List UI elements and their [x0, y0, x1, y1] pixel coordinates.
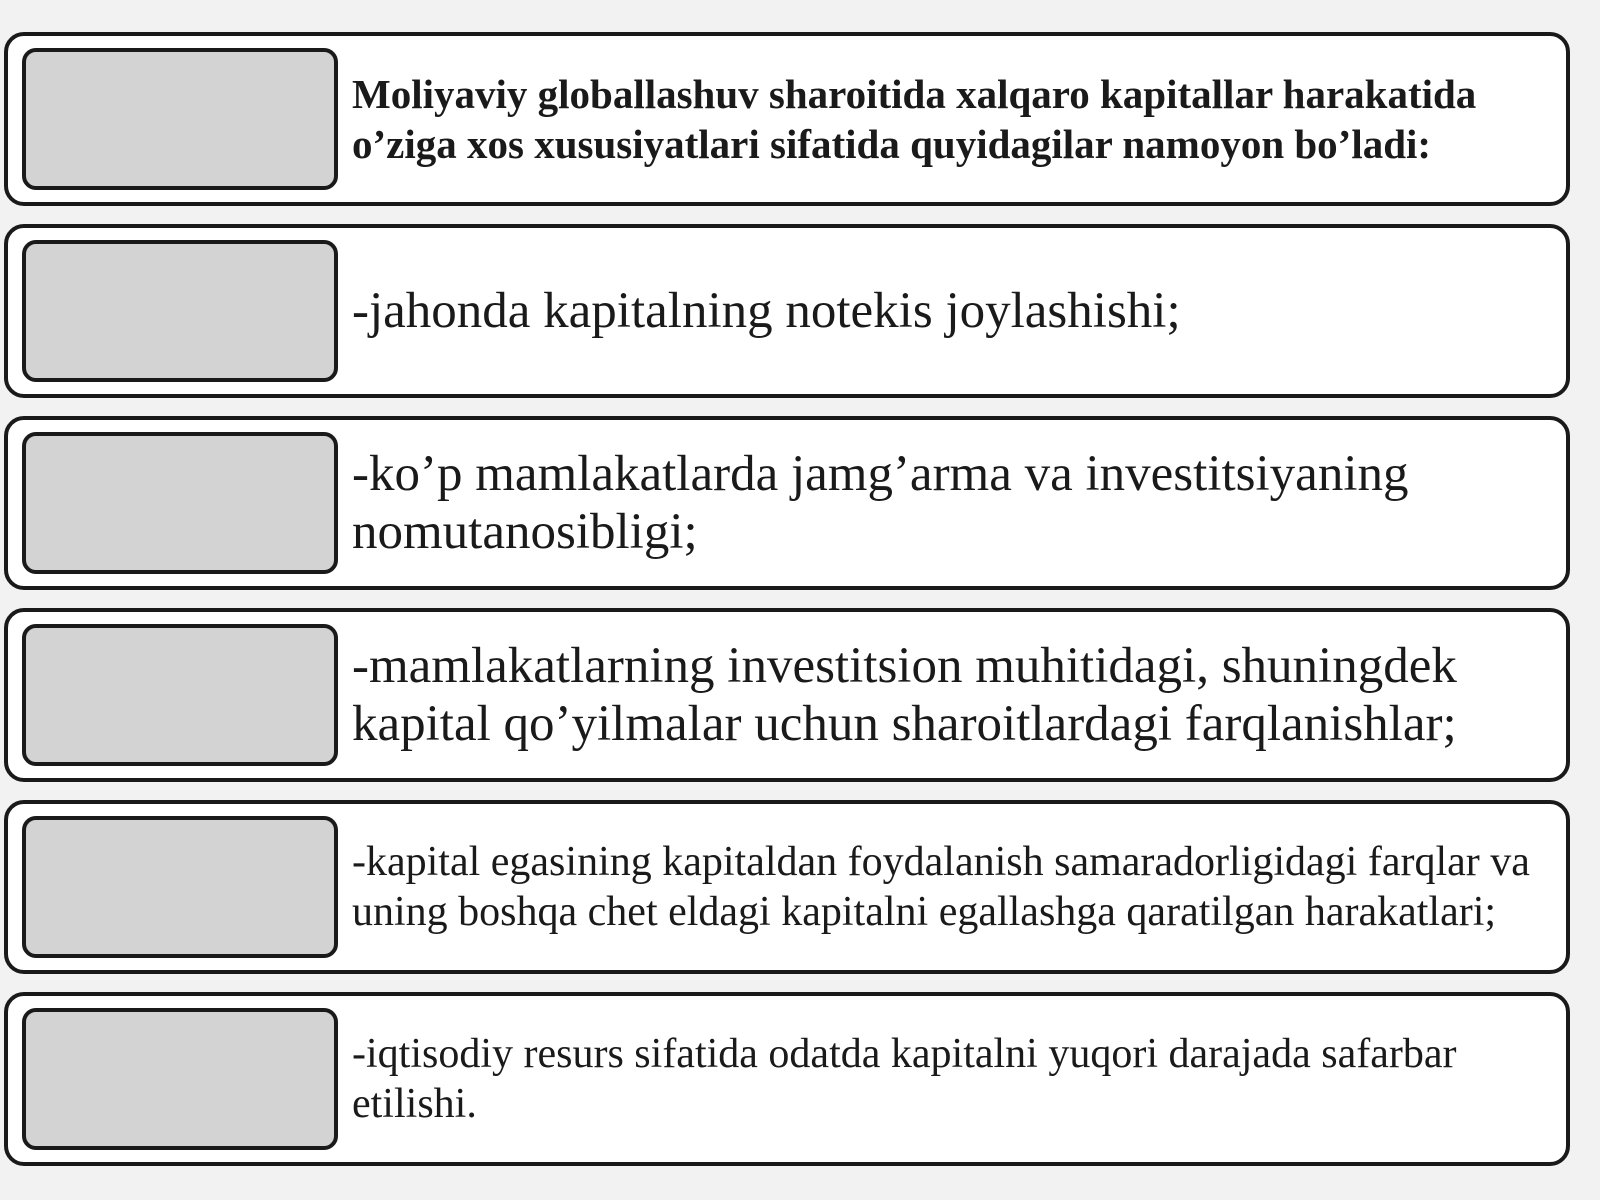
row-text-container — [352, 612, 1542, 778]
item-text: -mamlakatlarning investitsion muhitidagi, shuningdek kapital qo’yilmalar uchun sharoitlardagi farqlanishlar; — [352, 638, 1457, 752]
row-marker-box — [22, 1008, 338, 1150]
row-marker-box — [22, 624, 338, 766]
row-header — [4, 32, 1570, 206]
item-text: -iqtisodiy resurs sifatida odatda kapitalni yuqori darajada safarbar etilishi. — [352, 1031, 1457, 1127]
diagram-list — [4, 32, 1570, 1166]
row-item-3 — [4, 608, 1570, 782]
item-text: -ko’p mamlakatlarda jamg’arma va investitsiyaning nomutanosibligi; — [352, 446, 1409, 560]
row-item-5 — [4, 992, 1570, 1166]
item-text: -jahonda kapitalning notekis joylashishi; — [352, 283, 1181, 339]
row-marker-box — [22, 240, 338, 382]
heading-text: Moliyaviy globallashuv sharoitida xalqaro kapitallar harakatida o’ziga xos xususiyatlari sifatida quyidagilar namoyon bo’ladi: — [352, 71, 1477, 167]
row-text-container — [352, 228, 1542, 394]
row-marker-box — [22, 432, 338, 574]
row-text-container — [352, 36, 1542, 202]
row-text-container — [352, 804, 1542, 970]
row-text-container — [352, 420, 1542, 586]
item-text: -kapital egasining kapitaldan foydalanish samaradorligidagi farqlar va uning boshqa chet eldagi kapitalni egallashga qaratilgan harakatlari; — [352, 839, 1530, 935]
row-item-1 — [4, 224, 1570, 398]
row-text-container — [352, 996, 1542, 1162]
row-item-2 — [4, 416, 1570, 590]
row-marker-box — [22, 48, 338, 190]
row-item-4 — [4, 800, 1570, 974]
row-marker-box — [22, 816, 338, 958]
